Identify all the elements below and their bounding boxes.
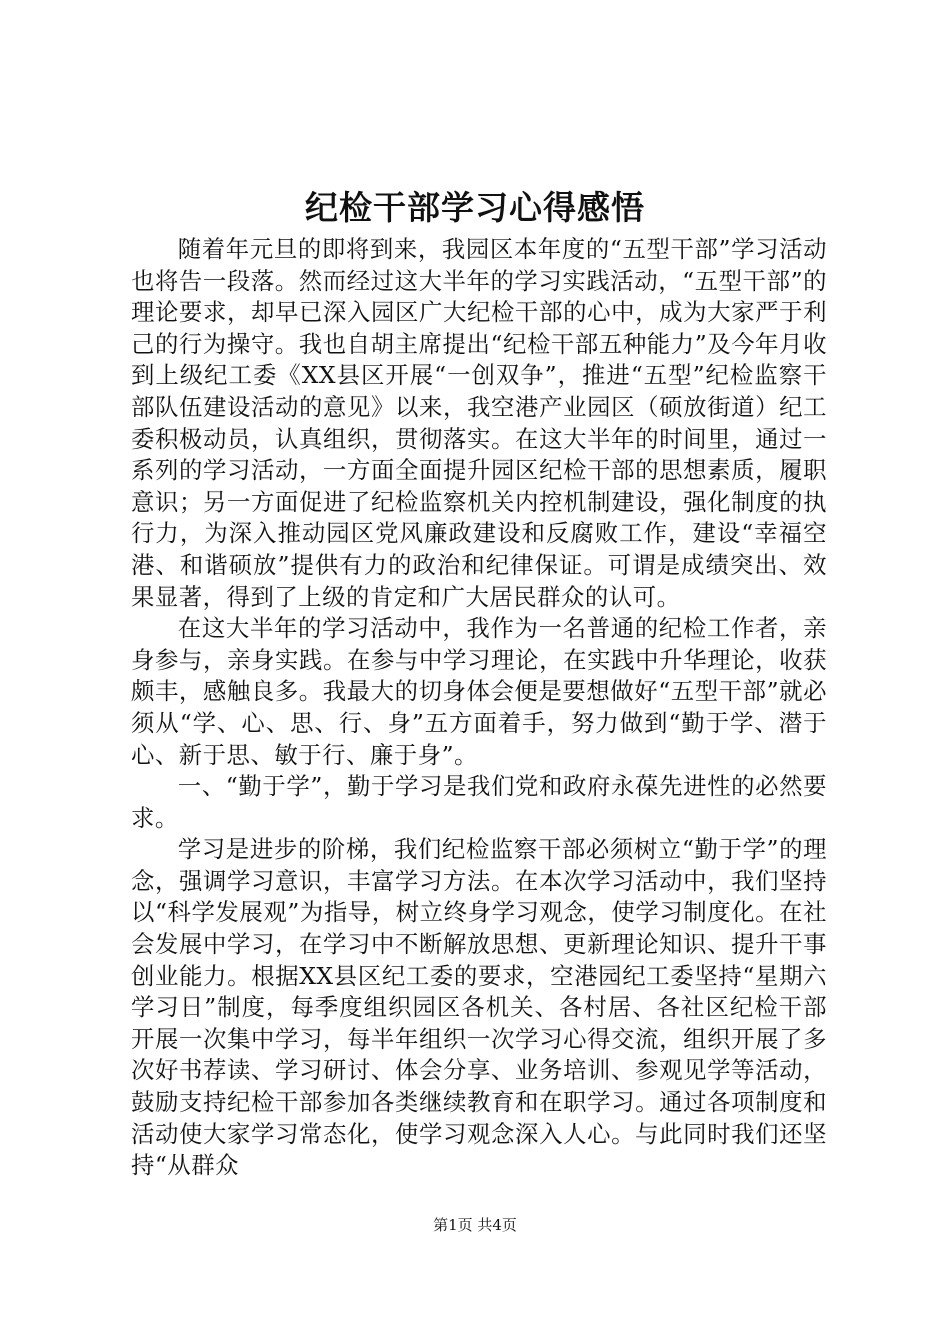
page-footer: 第1页 共4页	[433, 1216, 517, 1234]
document-title: 纪检干部学习心得感悟	[305, 188, 645, 227]
document-body	[131, 234, 827, 1182]
paragraph-2: 在这大半年的学习活动中，我作为一名普通的纪检工作者，亲身参与，亲身实践。在参与中学习理论，在实践中升华理论，收获颇丰，感触良多。我最大的切身体会便是要想做好“五型干部”就必须从“学、心、思、行、身”五方面着手，努力做到“勤于学、潜于心、新于思、敏于行、廉于身”。	[131, 614, 827, 769]
paragraph-3-heading: 一、“勤于学”，勤于学习是我们党和政府永葆先进性的必然要求。	[131, 772, 827, 832]
paragraph-1: 随着年元旦的即将到来，我园区本年度的“五型干部”学习活动也将告一段落。然而经过这大半年的学习实践活动，“五型干部”的理论要求，却早已深入园区广大纪检干部的心中，成为大家严于利己的行为操守。我也自胡主席提出“纪检干部五种能力”及今年月收到上级纪工委《XX县区开展“一创双争”，推进“五型”纪检监察干部队伍建设活动的意见》以来，我空港产业园区（硕放街道）纪工委积极动员，认真组织，贯彻落实。在这大半年的时间里，通过一系列的学习活动，一方面全面提升园区纪检干部的思想素质，履职意识；另一方面促进了纪检监察机关内控机制建设，强化制度的执行力，为深入推动园区党风廉政建设和反腐败工作，建设“幸福空港、和谐硕放”提供有力的政治和纪律保证。可谓是成绩突出、效果显著，得到了上级的肯定和广大居民群众的认可。	[131, 235, 827, 611]
paragraph-4: 学习是进步的阶梯，我们纪检监察干部必须树立“勤于学”的理念，强调学习意识，丰富学习方法。在本次学习活动中，我们坚持以“科学发展观”为指导，树立终身学习观念，使学习制度化。在社会发展中学习，在学习中不断解放思想、更新理论知识、提升干事创业能力。根据XX县区纪工委的要求，空港园纪工委坚持“星期六学习日”制度，每季度组织园区各机关、各村居、各社区纪检干部开展一次集中学习，每半年组织一次学习心得交流，组织开展了多次好书荐读、学习研讨、体会分享、业务培训、参观见学等活动，鼓励支持纪检干部参加各类继续教育和在职学习。通过各项制度和活动使大家学习常态化，使学习观念深入人心。与此同时我们还坚持“从群众	[131, 835, 827, 1180]
